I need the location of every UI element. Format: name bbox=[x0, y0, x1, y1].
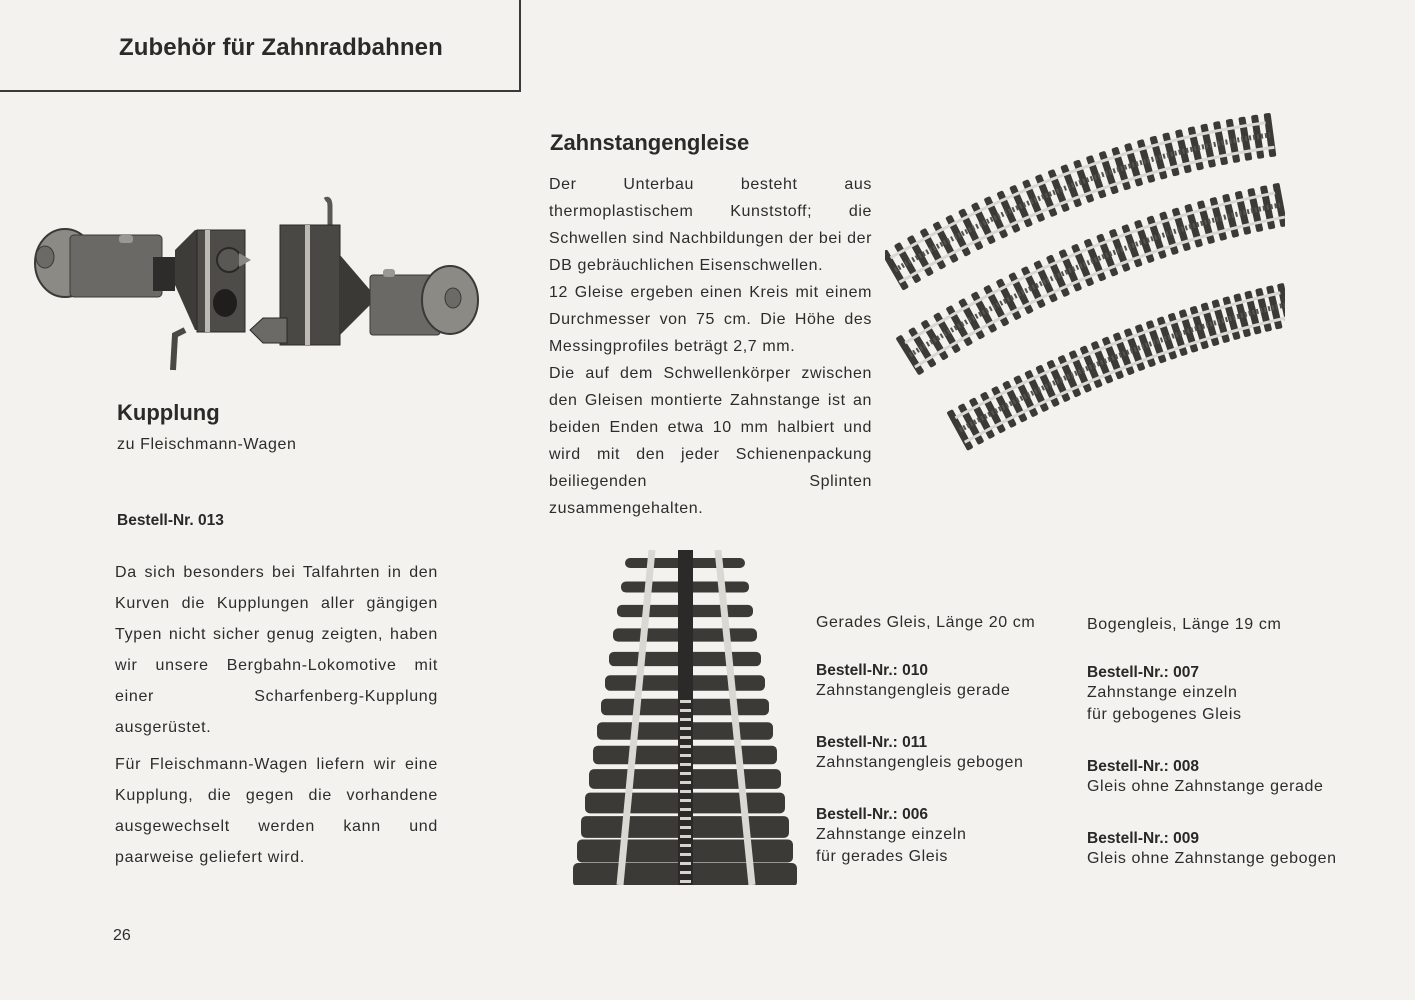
product-entry bbox=[1087, 830, 1337, 870]
rack-rail bbox=[678, 550, 693, 885]
product-description: Zahnstange einzeln bbox=[1087, 684, 1238, 701]
kupplung-paragraph: Für Fleischmann-Wagen liefern wir eine Kupplung, die gegen die vorhandene ausgewechselt werden kann und paarweise geliefert wird. bbox=[115, 756, 438, 866]
rack-tooth bbox=[680, 880, 691, 883]
rack-tooth bbox=[680, 817, 691, 820]
rack-tooth bbox=[680, 781, 691, 784]
coupling-right bbox=[250, 199, 478, 345]
rack-tooth bbox=[680, 826, 691, 829]
straight-track bbox=[573, 550, 797, 885]
order-number: Bestell-Nr.: 011 bbox=[816, 734, 928, 751]
rack-tooth bbox=[680, 736, 691, 739]
rack-tooth bbox=[680, 808, 691, 811]
rack-tooth bbox=[680, 772, 691, 775]
rack-tooth bbox=[680, 790, 691, 793]
rack-tooth bbox=[680, 754, 691, 757]
zahnstangengleise-description bbox=[549, 171, 872, 522]
order-number: Bestell-Nr.: 008 bbox=[1087, 758, 1199, 775]
product-entry bbox=[816, 806, 966, 868]
product-entry bbox=[1087, 758, 1324, 798]
rack-tooth bbox=[680, 718, 691, 721]
curved-tracks-photo bbox=[885, 110, 1285, 470]
product-description: Zahnstange einzeln bbox=[816, 826, 967, 843]
kupplung-paragraph: Da sich besonders bei Talfahrten in den Kurven die Kupplungen aller gängigen Typen nicht sicher genug zeigten, haben wir unsere Bergbahn-Lokomotive mit einer Scharfenberg-Kupplung ausgerüstet. bbox=[115, 564, 438, 736]
page-title: Zubehör für Zahnradbahnen bbox=[119, 34, 443, 61]
order-number: Bestell-Nr.: 007 bbox=[1087, 664, 1199, 681]
order-number: Bestell-Nr.: 006 bbox=[816, 806, 928, 823]
rack-tooth bbox=[680, 799, 691, 802]
product-description: für gebogenes Gleis bbox=[1087, 706, 1242, 723]
product-description: für gerades Gleis bbox=[816, 848, 949, 865]
product-entry bbox=[816, 662, 1010, 702]
rack-tooth bbox=[680, 844, 691, 847]
product-description: Gleis ohne Zahnstange gebogen bbox=[1087, 850, 1337, 867]
straight-track-heading: Gerades Gleis, Länge 20 cm bbox=[816, 614, 1036, 631]
order-number: Bestell-Nr.: 010 bbox=[816, 662, 928, 679]
rack-tooth bbox=[680, 853, 691, 856]
product-description: Zahnstangengleis gebogen bbox=[816, 754, 1024, 771]
straight-track-photo bbox=[570, 550, 800, 885]
page-number: 26 bbox=[113, 927, 131, 944]
kupplung-subtitle: zu Fleischmann-Wagen bbox=[117, 436, 297, 453]
zahnstangengleise-paragraph: Die auf dem Schwellenkörper zwischen den Gleisen montierte Zahnstange ist an beiden Enden etwa 10 mm halbiert und wird mit den jeder Schienenpackung beiliegenden Splinten zusammengehalten. bbox=[549, 365, 872, 517]
rack-tooth bbox=[680, 835, 691, 838]
kupplung-description bbox=[115, 557, 438, 873]
kupplung-order-number: Bestell-Nr. 013 bbox=[117, 512, 224, 529]
product-description: Gleis ohne Zahnstange gerade bbox=[1087, 778, 1324, 795]
zahnstangengleise-title: Zahnstangengleise bbox=[550, 130, 750, 155]
product-description: Zahnstangengleis gerade bbox=[816, 682, 1011, 699]
kupplung-title: Kupplung bbox=[117, 400, 220, 425]
rack-tooth bbox=[680, 700, 691, 703]
rack-tooth bbox=[680, 709, 691, 712]
zahnstangengleise-paragraph: 12 Gleise ergeben einen Kreis mit einem Durchmesser von 75 cm. Die Höhe des Messingprofiles beträgt 2,7 mm. bbox=[549, 284, 872, 355]
product-entry bbox=[1087, 664, 1242, 726]
product-entry bbox=[816, 734, 1023, 774]
coupling-photo bbox=[25, 195, 485, 375]
curved-track bbox=[895, 183, 1285, 376]
coupling-left bbox=[35, 229, 251, 370]
curved-track-heading: Bogengleis, Länge 19 cm bbox=[1087, 616, 1282, 633]
zahnstangengleise-paragraph: Der Unterbau besteht aus thermoplastischem Kunststoff; die Schwellen sind Nachbildungen der bei der DB gebräuchlichen Eisenschwellen. bbox=[549, 176, 872, 274]
order-number: Bestell-Nr.: 009 bbox=[1087, 830, 1199, 847]
rack-tooth bbox=[680, 871, 691, 874]
rack-tooth bbox=[680, 727, 691, 730]
rack-tooth bbox=[680, 862, 691, 865]
rack-tooth bbox=[680, 745, 691, 748]
rack-tooth bbox=[680, 763, 691, 766]
